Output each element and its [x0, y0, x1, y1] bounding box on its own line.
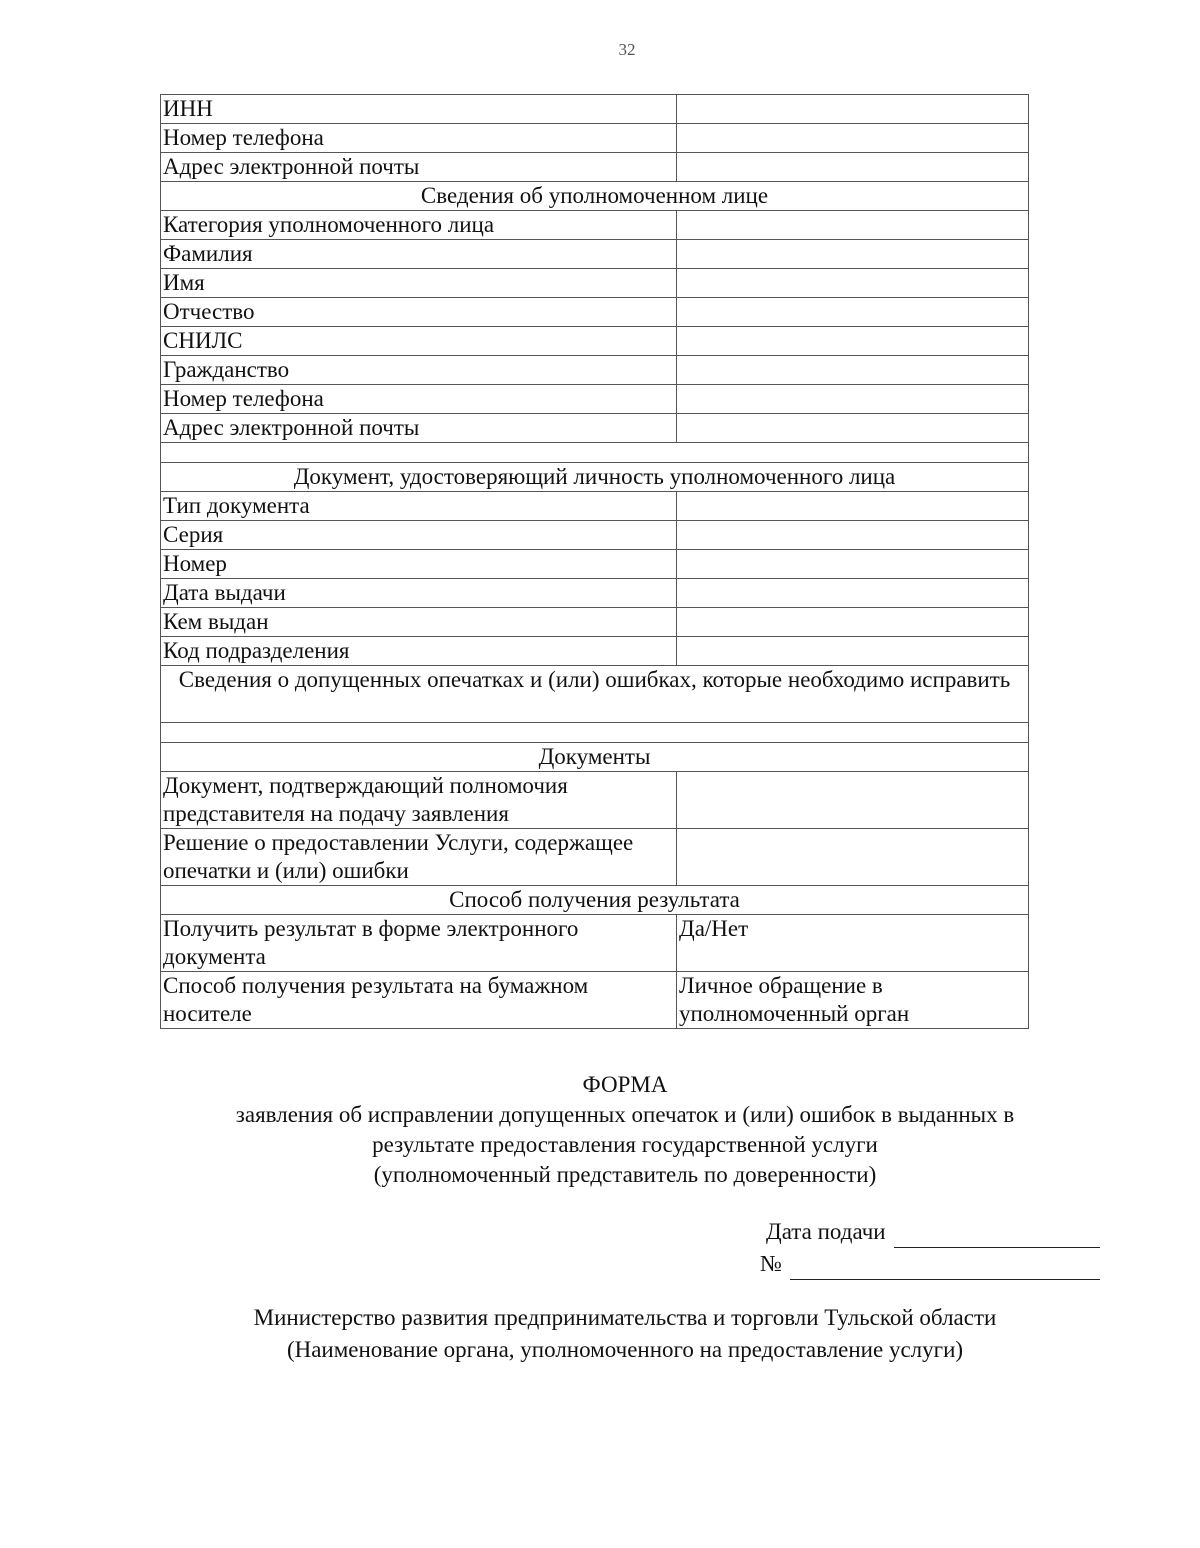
authority-block: [150, 1302, 1100, 1366]
table-row: [161, 608, 1029, 637]
field-label: Номер телефона: [161, 124, 677, 153]
field-label: Фамилия: [161, 240, 677, 269]
section-heading: Сведения об уполномоченном лице: [161, 182, 1029, 211]
section-heading: Документ, удостоверяющий личность уполномоченного лица: [161, 463, 1029, 492]
form-heading: ФОРМА: [582, 1072, 668, 1097]
submission-date-label: Дата подачи: [766, 1219, 886, 1244]
field-value[interactable]: Личное обращение в уполномоченный орган: [677, 972, 1029, 1029]
section-heading: Способ получения результата: [161, 886, 1029, 915]
field-label: Тип документа: [161, 492, 677, 521]
field-value[interactable]: [677, 579, 1029, 608]
field-value[interactable]: [677, 356, 1029, 385]
table-section-row: [161, 743, 1029, 772]
table-row: [161, 915, 1029, 972]
submission-number-line: [740, 1248, 1100, 1280]
table-row: [161, 240, 1029, 269]
field-label: Документ, подтверждающий полномочия представителя на подачу заявления: [161, 772, 677, 829]
page-number: 32: [618, 40, 636, 59]
table-row: [161, 269, 1029, 298]
field-label: Решение о предоставлении Услуги, содержащее опечатки и (или) ошибки: [161, 829, 677, 886]
field-value[interactable]: [677, 550, 1029, 579]
table-row: [161, 829, 1029, 886]
table-section-row: [161, 886, 1029, 915]
field-label: Номер: [161, 550, 677, 579]
form-title-block: [150, 1070, 1100, 1190]
table-row: [161, 579, 1029, 608]
field-label: Гражданство: [161, 356, 677, 385]
field-label: Способ получения результата на бумажном носителе: [161, 972, 677, 1029]
form-title-line-2: результате предоставления государственной услуги: [372, 1132, 878, 1157]
field-value[interactable]: [677, 829, 1029, 886]
table-row: [161, 772, 1029, 829]
field-value[interactable]: [677, 211, 1029, 240]
field-label: Кем выдан: [161, 608, 677, 637]
field-value[interactable]: [677, 521, 1029, 550]
field-value[interactable]: [677, 124, 1029, 153]
section-heading: Сведения о допущенных опечатках и (или) ошибках, которые необходимо исправить: [161, 666, 1029, 723]
table-section-row: [161, 463, 1029, 492]
field-label: Адрес электронной почты: [161, 153, 677, 182]
field-label: Категория уполномоченного лица: [161, 211, 677, 240]
submission-number-label: №: [760, 1251, 782, 1276]
submission-date-line: [740, 1216, 1100, 1248]
table-row: [161, 211, 1029, 240]
section-heading: Документы: [161, 743, 1029, 772]
field-value[interactable]: [677, 637, 1029, 666]
empty-cell[interactable]: [161, 723, 1029, 743]
table-row: [161, 124, 1029, 153]
table-row: [161, 521, 1029, 550]
field-label: Дата выдачи: [161, 579, 677, 608]
field-value[interactable]: [677, 298, 1029, 327]
field-value[interactable]: [677, 772, 1029, 829]
form-title-line-1: заявления об исправлении допущенных опечаток и (или) ошибок в выданных в: [235, 1102, 1015, 1127]
table-row: [161, 356, 1029, 385]
field-label: ИНН: [161, 95, 677, 124]
field-label: СНИЛС: [161, 327, 677, 356]
field-value[interactable]: Да/Нет: [677, 915, 1029, 972]
field-value[interactable]: [677, 240, 1029, 269]
form-table-body: [161, 95, 1029, 1029]
field-value[interactable]: [677, 327, 1029, 356]
field-label: Серия: [161, 521, 677, 550]
table-section-row: [161, 666, 1029, 723]
submission-number-field[interactable]: [790, 1255, 1100, 1280]
field-value[interactable]: [677, 492, 1029, 521]
field-label: Адрес электронной почты: [161, 414, 677, 443]
table-row: [161, 298, 1029, 327]
field-value[interactable]: [677, 385, 1029, 414]
table-row: [161, 95, 1029, 124]
table-row: [161, 153, 1029, 182]
table-row: [161, 492, 1029, 521]
application-form-table: [160, 94, 1029, 1029]
table-row-empty: [161, 723, 1029, 743]
table-row: [161, 550, 1029, 579]
authority-name: Министерство развития предпринимательства и торговли Тульской области: [253, 1305, 997, 1330]
table-section-row: [161, 182, 1029, 211]
field-label: Получить результат в форме электронного документа: [161, 915, 677, 972]
field-label: Код подразделения: [161, 637, 677, 666]
field-value[interactable]: [677, 608, 1029, 637]
table-row: [161, 972, 1029, 1029]
table-row-empty: [161, 443, 1029, 463]
field-label: Отчество: [161, 298, 677, 327]
field-label: Имя: [161, 269, 677, 298]
empty-cell[interactable]: [161, 443, 1029, 463]
table-row: [161, 385, 1029, 414]
field-value[interactable]: [677, 269, 1029, 298]
table-row: [161, 637, 1029, 666]
field-value[interactable]: [677, 95, 1029, 124]
field-value[interactable]: [677, 414, 1029, 443]
table-row: [161, 414, 1029, 443]
field-value[interactable]: [677, 153, 1029, 182]
form-title-line-3: (уполномоченный представитель по доверенности): [373, 1162, 877, 1187]
table-row: [161, 327, 1029, 356]
submission-date-field[interactable]: [894, 1223, 1100, 1248]
field-label: Номер телефона: [161, 385, 677, 414]
authority-caption: (Наименование органа, уполномоченного на предоставление услуги): [286, 1337, 964, 1362]
submission-block: [740, 1216, 1100, 1280]
